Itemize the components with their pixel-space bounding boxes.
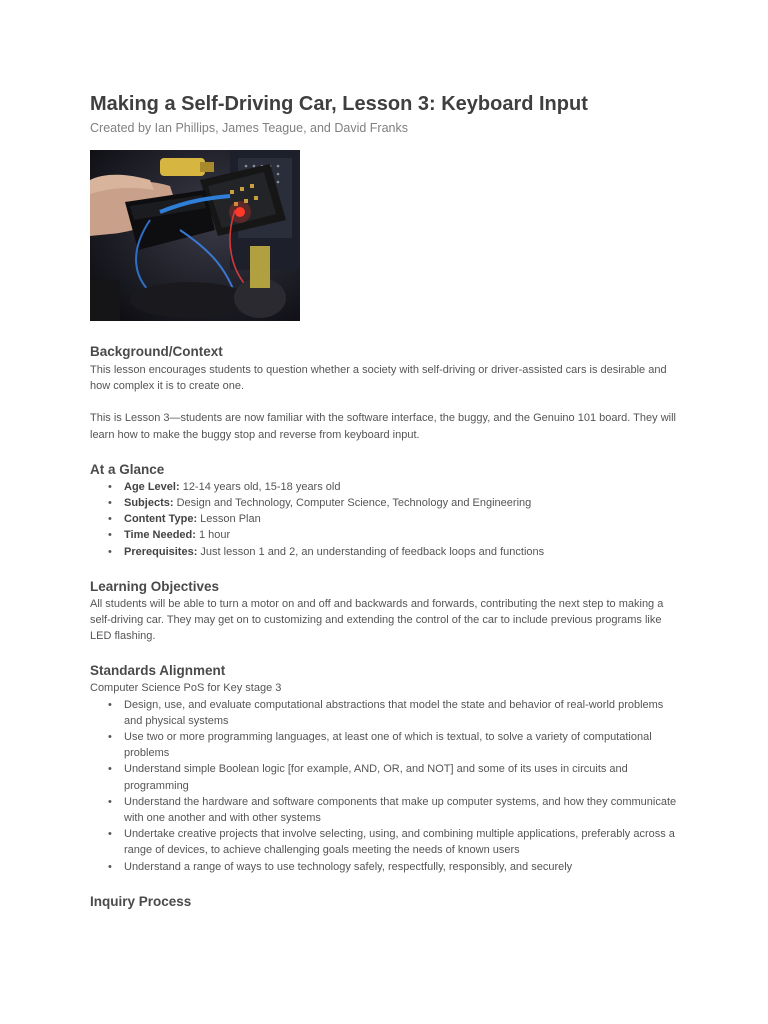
bullet-icon: • — [108, 513, 112, 526]
standards-intro: Computer Science PoS for Key stage 3 — [90, 682, 282, 695]
bullet-icon: • — [108, 698, 112, 711]
standards-list — [90, 697, 682, 875]
glance-label: Age Level: — [124, 480, 180, 493]
standard-text: Understand a range of ways to use technology safely, respectfully, responsibly, and securely — [124, 860, 573, 873]
standards-alignment-section — [90, 662, 682, 874]
inquiry-process-heading: Inquiry Process — [90, 893, 192, 909]
learning-objectives-paragraph: All students will be able to turn a motor on and off and backwards and forwards, contributing the next step to making a self-driving car. They may get on to customizing and extending the control of the car to include previous programs like LED flashing. — [90, 597, 664, 643]
list-item — [108, 794, 682, 826]
bullet-icon: • — [108, 731, 112, 744]
learning-objectives-section — [90, 578, 682, 645]
bullet-icon: • — [108, 529, 112, 542]
glance-value: 1 hour — [195, 529, 231, 542]
bullet-icon: • — [108, 828, 112, 841]
learning-objectives-heading: Learning Objectives — [90, 578, 220, 594]
list-item — [108, 544, 682, 560]
standard-text: Use two or more programming languages, at least one of which is textual, to solve a variety of computational problems — [124, 731, 652, 760]
standards-alignment-heading: Standards Alignment — [90, 663, 226, 679]
standard-text: Design, use, and evaluate computational abstractions that model the state and behavior of real-world problems and physical systems — [124, 698, 664, 727]
glance-value: Lesson Plan — [197, 513, 261, 526]
authors-line: Created by Ian Phillips, James Teague, and David Franks — [90, 121, 408, 135]
bullet-icon: • — [108, 545, 112, 558]
bullet-icon: • — [108, 860, 112, 873]
buggy-photo — [90, 150, 300, 321]
glance-label: Content Type: — [124, 513, 198, 526]
list-item — [108, 826, 682, 858]
list-item — [108, 527, 682, 543]
bullet-icon: • — [108, 763, 112, 776]
glance-label: Prerequisites: — [124, 545, 198, 558]
at-a-glance-section — [90, 461, 682, 560]
list-item — [108, 859, 682, 875]
glance-label: Subjects: — [124, 497, 174, 510]
at-a-glance-list — [90, 479, 682, 560]
list-item — [108, 697, 682, 729]
glance-value: Just lesson 1 and 2, an understanding of feedback loops and functions — [197, 545, 545, 558]
page-title: Making a Self-Driving Car, Lesson 3: Keyboard Input — [90, 93, 588, 115]
background-paragraph-1: This lesson encourages students to question whether a society with self-driving or driver-assisted cars is desirable and how complex it is to create one. — [90, 364, 667, 393]
background-paragraph-2: This is Lesson 3—students are now familiar with the software interface, the buggy, and the Genuino 101 board. They will learn how to make the buggy stop and reverse from keyboard input. — [90, 412, 676, 441]
list-item — [108, 761, 682, 793]
list-item — [108, 495, 682, 511]
list-item — [108, 729, 682, 761]
bullet-icon: • — [108, 480, 112, 493]
standard-text: Undertake creative projects that involve selecting, using, and combining multiple applications, preferably across a range of devices, to achieve challenging goals meeting the needs of known users — [124, 828, 675, 857]
background-heading: Background/Context — [90, 344, 223, 359]
inquiry-process-section — [90, 893, 682, 910]
list-item — [108, 479, 682, 495]
glance-label: Time Needed: — [124, 529, 196, 542]
glance-value: Design and Technology, Computer Science, Technology and Engineering — [173, 497, 532, 510]
standard-text: Understand simple Boolean logic [for example, AND, OR, and NOT] and some of its uses in circuits and programming — [124, 763, 628, 792]
document-page — [90, 92, 682, 910]
list-item — [108, 511, 682, 527]
standard-text: Understand the hardware and software components that make up computer systems, and how they communicate with one another and with other systems — [124, 795, 677, 825]
bullet-icon: • — [108, 497, 112, 510]
at-a-glance-heading: At a Glance — [90, 461, 165, 477]
bullet-icon: • — [108, 795, 112, 808]
background-section — [90, 343, 682, 443]
glance-value: 12-14 years old, 15-18 years old — [179, 480, 341, 493]
